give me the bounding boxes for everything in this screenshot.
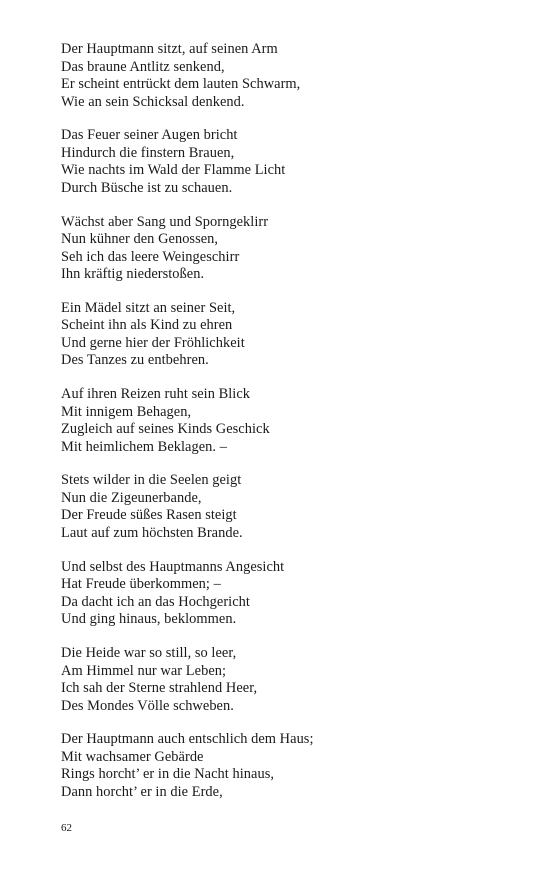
stanza-7 [61,559,521,629]
stanza-6 [61,472,521,542]
poem-line: Nun kühner den Genossen, [61,231,219,248]
poem-line: Und selbst des Hauptmanns Angesicht [61,558,285,575]
poem-line: Und gerne hier der Fröhlichkeit [61,334,245,351]
poem-line: Ihn kräftig niederstoßen. [61,266,205,283]
poem-line: Mit innigem Behagen, [61,403,192,420]
stanza-3 [61,214,521,284]
poem-line: Stets wilder in die Seelen geigt [61,472,242,489]
poem-line: Wie nachts im Wald der Flamme Licht [61,162,286,179]
poem-line: Wächst aber Sang und Sporngeklirr [61,213,269,230]
stanza-5 [61,386,521,456]
poem-line: Des Mondes Völle schweben. [61,697,234,714]
poem-line: Dann horcht’ er in die Erde, [61,783,223,800]
stanza-8 [61,645,521,715]
poem-line: Des Tanzes zu entbehren. [61,352,209,369]
poem-line: Mit heimlichem Beklagen. – [61,438,227,455]
poem-line: Wie an sein Schicksal denkend. [61,93,245,110]
poem-line: Der Freude süßes Rasen steigt [61,507,237,524]
poem-line: Auf ihren Reizen ruht sein Blick [61,386,251,403]
poem-line: Durch Büsche ist zu schauen. [61,179,233,196]
poem-line: Nun die Zigeunerbande, [61,489,202,506]
poem-line: Ich sah der Sterne strahlend Heer, [61,680,258,697]
stanza-9 [61,731,521,801]
poem-body [61,41,521,818]
stanza-1 [61,41,521,111]
poem-line: Der Hauptmann auch entschlich dem Haus; [61,731,314,748]
poem-line: Mit wachsamer Gebärde [61,748,204,765]
poem-line: Am Himmel nur war Leben; [61,662,227,679]
poem-line: Rings horcht’ er in die Nacht hinaus, [61,766,274,783]
stanza-4 [61,300,521,370]
poem-line: Der Hauptmann sitzt, auf seinen Arm [61,41,278,57]
poem-line: Scheint ihn als Kind zu ehren [61,317,233,334]
poem-line: Laut auf zum höchsten Brande. [61,524,243,541]
poem-line: Die Heide war so still, so leer, [61,645,237,662]
poem-line: Ein Mädel sitzt an seiner Seit, [61,299,236,316]
poem-line: Das Feuer seiner Augen bricht [61,127,238,144]
poem-line: Er scheint entrückt dem lauten Schwarm, [61,76,301,92]
stanza-2 [61,127,521,197]
poem-line: Seh ich das leere Weingeschirr [61,248,240,265]
poem-line: Hindurch die finstern Brauen, [61,144,235,161]
poem-line: Da dacht ich an das Hochgericht [61,593,250,610]
page-number: 62 [61,822,72,834]
poem-line: Und ging hinaus, beklommen. [61,611,237,628]
poem-line: Das braune Antlitz senkend, [61,58,225,75]
poem-line: Hat Freude überkommen; – [61,576,221,593]
poem-line: Zugleich auf seines Kinds Geschick [61,421,270,438]
